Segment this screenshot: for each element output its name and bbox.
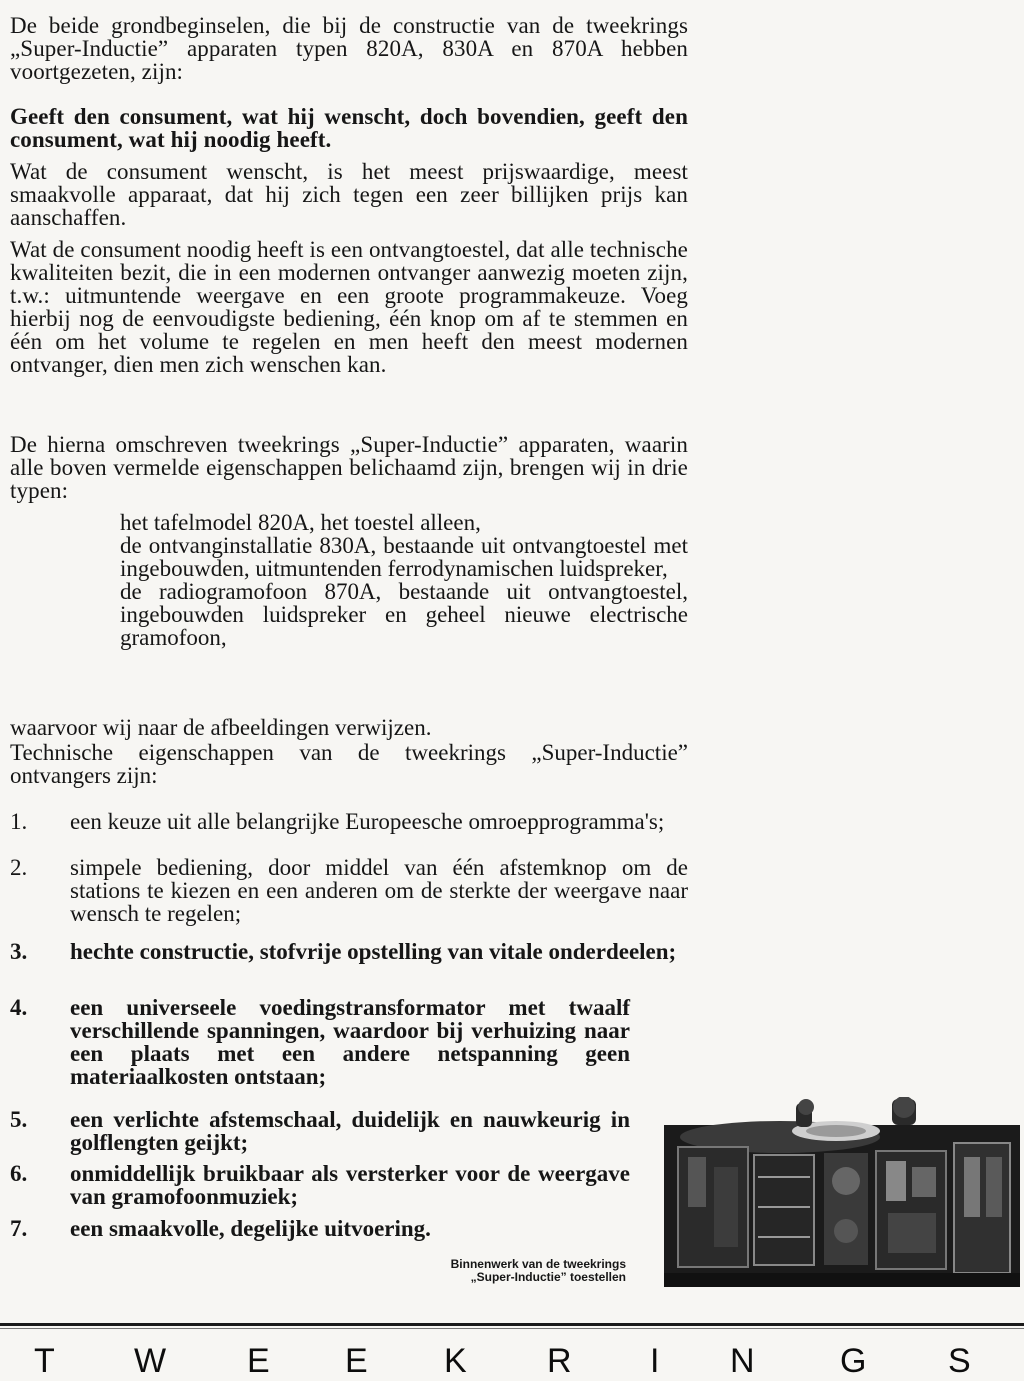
model-list <box>120 511 688 649</box>
brand-wordmark <box>0 1341 1024 1381</box>
feature-text: een smaakvolle, degelijke uitvoering. <box>70 1216 431 1241</box>
caption-line: Binnenwerk van de tweekrings <box>450 1257 626 1271</box>
model-item: de ontvanginstallatie 830A, bestaande uit ontvangtoestel met ingebouwden, uitmuntenden ferrodynamischen luidspreker, <box>120 533 688 581</box>
feature-item <box>10 810 688 856</box>
feature-number: 7. <box>10 1216 28 1241</box>
caption-line: „Super-Inductie” toestellen <box>470 1270 626 1284</box>
paragraph-principle: Geeft den consument, wat hij wenscht, doch bovendien, geeft den consument, wat hij noodig heeft. <box>10 104 688 152</box>
feature-number: 2. <box>10 855 28 880</box>
paragraph-tech-intro: Technische eigenschappen van de tweekrings „Super-Inductie” ontvangers zijn: <box>10 740 688 788</box>
wordmark-letter: G <box>840 1342 867 1380</box>
feature-number: 5. <box>10 1107 28 1132</box>
feature-text: hechte constructie, stofvrije opstelling van vitale onderdeelen; <box>70 939 677 964</box>
radio-chassis-photo <box>658 1097 1020 1290</box>
wordmark-letter: T <box>34 1342 55 1380</box>
paragraph-consumer-wish: Wat de consument wenscht, is het meest prijswaardige, meest smaakvolle apparaat, dat hij zich tegen een zeer billijken prijs kan aanschaffen. <box>10 159 688 230</box>
photo-caption <box>330 1258 626 1284</box>
wordmark-letter: K <box>444 1342 467 1380</box>
feature-item <box>10 1217 630 1240</box>
feature-item <box>10 1108 630 1154</box>
wordmark-letter: S <box>948 1342 971 1380</box>
feature-number: 3. <box>10 939 28 964</box>
wordmark-letter: R <box>547 1342 572 1380</box>
feature-text: simpele bediening, door middel van één afstemknop om de stations te kiezen en een anderen om de sterkte der weergave naar wensch te regelen; <box>70 855 688 926</box>
wordmark-letter: N <box>730 1342 755 1380</box>
paragraph-refer-images: waarvoor wij naar de afbeeldingen verwijzen. <box>10 715 432 740</box>
paragraph-three-types: De hierna omschreven tweekrings „Super-Inductie” apparaten, waarin alle boven vermelde eigenschappen belichaamd zijn, brengen wij in drie typen: <box>10 432 688 503</box>
feature-item <box>10 996 630 1088</box>
model-item: de radiogramofoon 870A, bestaande uit ontvangtoestel, ingebouwden luidspreker en geheel nieuwe electrische gramofoon, <box>120 579 688 650</box>
wordmark-letter: E <box>247 1342 270 1380</box>
wordmark-letter: W <box>134 1342 167 1380</box>
divider <box>0 1323 1024 1326</box>
paragraph-intro: De beide grondbeginselen, die bij de constructie van de tweekrings „Super-Inductie” apparaten typen 820A, 830A en 870A hebben voortgezeten, zijn: <box>10 13 688 84</box>
model-item: het tafelmodel 820A, het toestel alleen, <box>120 510 481 535</box>
feature-number: 4. <box>10 995 28 1020</box>
divider <box>0 1328 1024 1329</box>
feature-item <box>10 940 688 986</box>
feature-number: 1. <box>10 809 28 834</box>
feature-item <box>10 1162 630 1208</box>
wordmark-letter: I <box>650 1342 660 1380</box>
feature-number: 6. <box>10 1161 28 1186</box>
feature-text: onmiddellijk bruikbaar als versterker voor de weergave van gramofoonmuziek; <box>70 1161 630 1209</box>
feature-text: een verlichte afstemschaal, duidelijk en nauwkeurig in golflengten geijkt; <box>70 1107 630 1155</box>
feature-text: een keuze uit alle belangrijke Europeesche omroepprogramma's; <box>70 809 665 834</box>
wordmark-letter: E <box>345 1342 368 1380</box>
paragraph-consumer-need: Wat de consument noodig heeft is een ontvangtoestel, dat alle technische kwaliteiten bezit, die in een modernen ontvanger aanwezig moeten zijn, t.w.: uitmuntende weergave en een groote programmakeuze. Voeg hierbij nog de eenvoudigste bediening, één knop om af te stemmen en één om het volume te regelen en men heeft den meest modernen ontvanger, dien men zich wenschen kan. <box>10 237 688 377</box>
feature-text: een universeele voedingstransformator met twaalf verschillende spanningen, waardoor bij verhuizing naar een plaats met een andere netspanning geen materiaalkosten ontstaan; <box>70 995 630 1089</box>
feature-item <box>10 856 688 925</box>
